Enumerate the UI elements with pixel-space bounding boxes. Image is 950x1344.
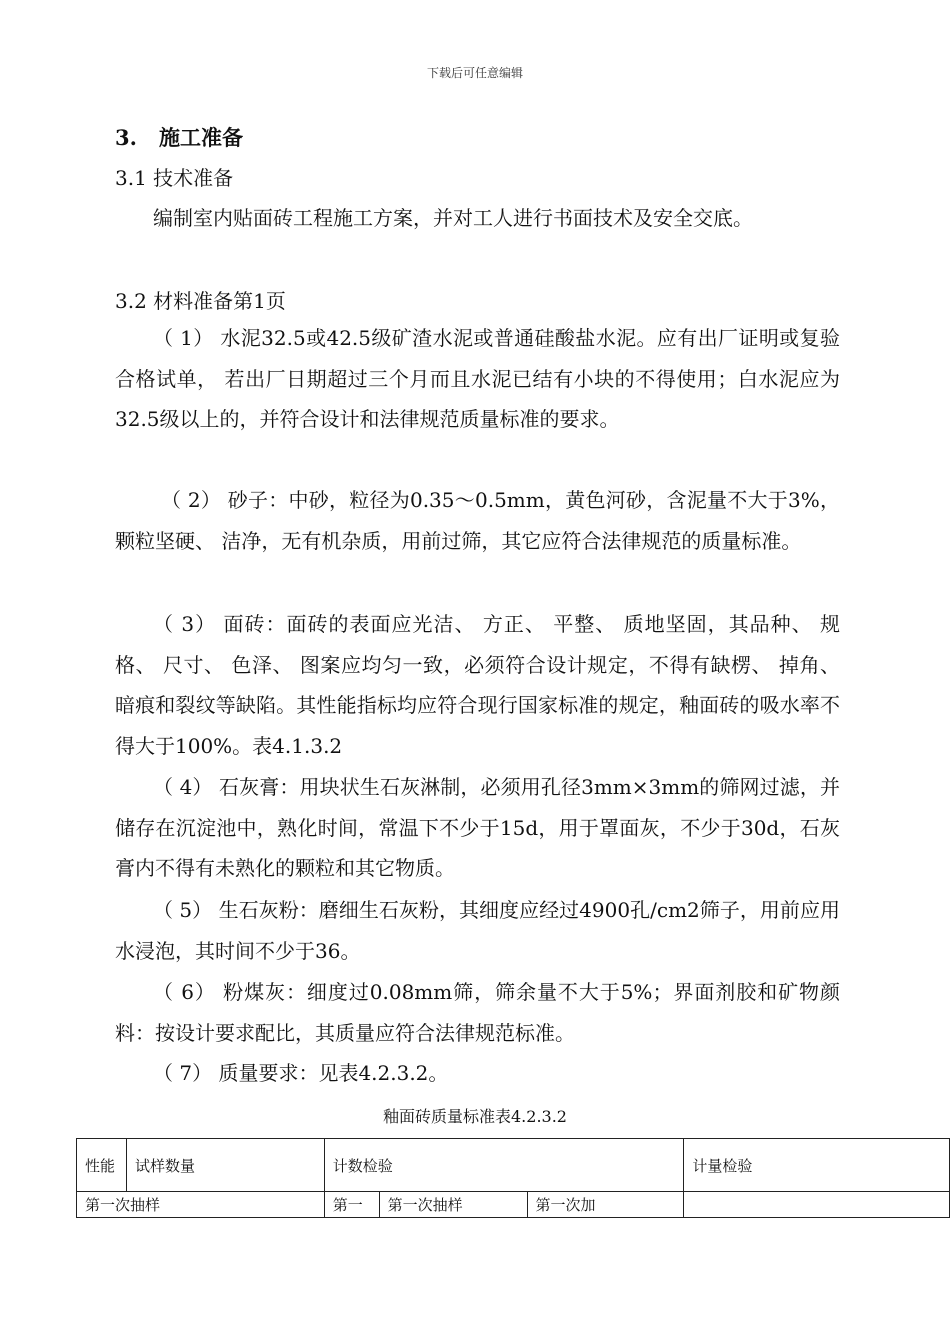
material-item-1: （ 1） 水泥32.5或42.5级矿渣水泥或普通硅酸盐水泥。应有出厂证明或复验合格试单， 若出厂日期超过三个月而且水泥已结有小块的不得使用；白水泥应为32.5级以上的，并符合设计和法律规范质量标准的要求。 bbox=[115, 326, 840, 431]
material-item-4: （ 4） 石灰膏：用块状生石灰淋制，必须用孔径3mm×3mm的筛网过滤，并储存在沉淀池中，熟化时间，常温下不少于15d，用于罩面灰，不少于30d，石灰膏内不得有未熟化的颗粒和其它物质。 bbox=[115, 775, 840, 880]
table-cell: 试样数量 bbox=[126, 1139, 324, 1192]
section-number: 3. bbox=[115, 125, 137, 150]
material-item-2: （ 2） 砂子：中砂，粒径为0.35～0.5mm，黄色河砂，含泥量不大于3%，颗粒坚硬、 洁净，无有机杂质，用前过筛，其它应符合法律规范的质量标准。 bbox=[115, 488, 840, 553]
material-item-6: （ 6） 粉煤灰：细度过0.08mm筛，筛余量不大于5%；界面剂胶和矿物颜料：按设计要求配比，其质量应符合法律规范标准。 bbox=[115, 980, 840, 1045]
tech-heading: 3.1 技术准备 bbox=[115, 166, 234, 190]
table-cell bbox=[684, 1192, 950, 1218]
material-item-5: （ 5） 生石灰粉：磨细生石灰粉，其细度应经过4900孔/cm2筛子，用前应用水浸泡，其时间不少于36。 bbox=[115, 898, 840, 963]
table-row bbox=[77, 1139, 950, 1192]
table-cell: 第一次加 bbox=[527, 1192, 684, 1218]
table-cell: 第一 bbox=[324, 1192, 379, 1218]
material-item-3: （ 3） 面砖：面砖的表面应光洁、 方正、 平整、 质地坚固，其品种、 规格、 尺寸、 色泽、 图案应均匀一致，必须符合设计规定，不得有缺楞、 掉角、 暗痕和裂纹等缺陷。其性能指标均应符合现行国家标准的规定，釉面砖的吸水率不得大于100%。表4.1.3.2 bbox=[115, 612, 840, 758]
table-cell: 第一次抽样 bbox=[77, 1192, 325, 1218]
table-row bbox=[77, 1192, 950, 1218]
material-item-7: （ 7） 质量要求：见表4.2.3.2。 bbox=[153, 1061, 449, 1085]
tech-body: 编制室内贴面砖工程施工方案，并对工人进行书面技术及安全交底。 bbox=[153, 206, 753, 230]
table-cell: 计量检验 bbox=[684, 1139, 950, 1192]
table-cell: 计数检验 bbox=[324, 1139, 684, 1192]
table-cell: 性能 bbox=[77, 1139, 127, 1192]
quality-standard-table bbox=[76, 1138, 950, 1218]
table-caption: 釉面砖质量标准表4.2.3.2 bbox=[383, 1107, 567, 1126]
table-cell: 第一次抽样 bbox=[379, 1192, 527, 1218]
section-title: 施工准备 bbox=[159, 125, 243, 150]
section-heading bbox=[115, 122, 243, 152]
page-header: 下载后可任意编辑 bbox=[426, 66, 523, 80]
materials-heading: 3.2 材料准备第1页 bbox=[115, 289, 286, 313]
